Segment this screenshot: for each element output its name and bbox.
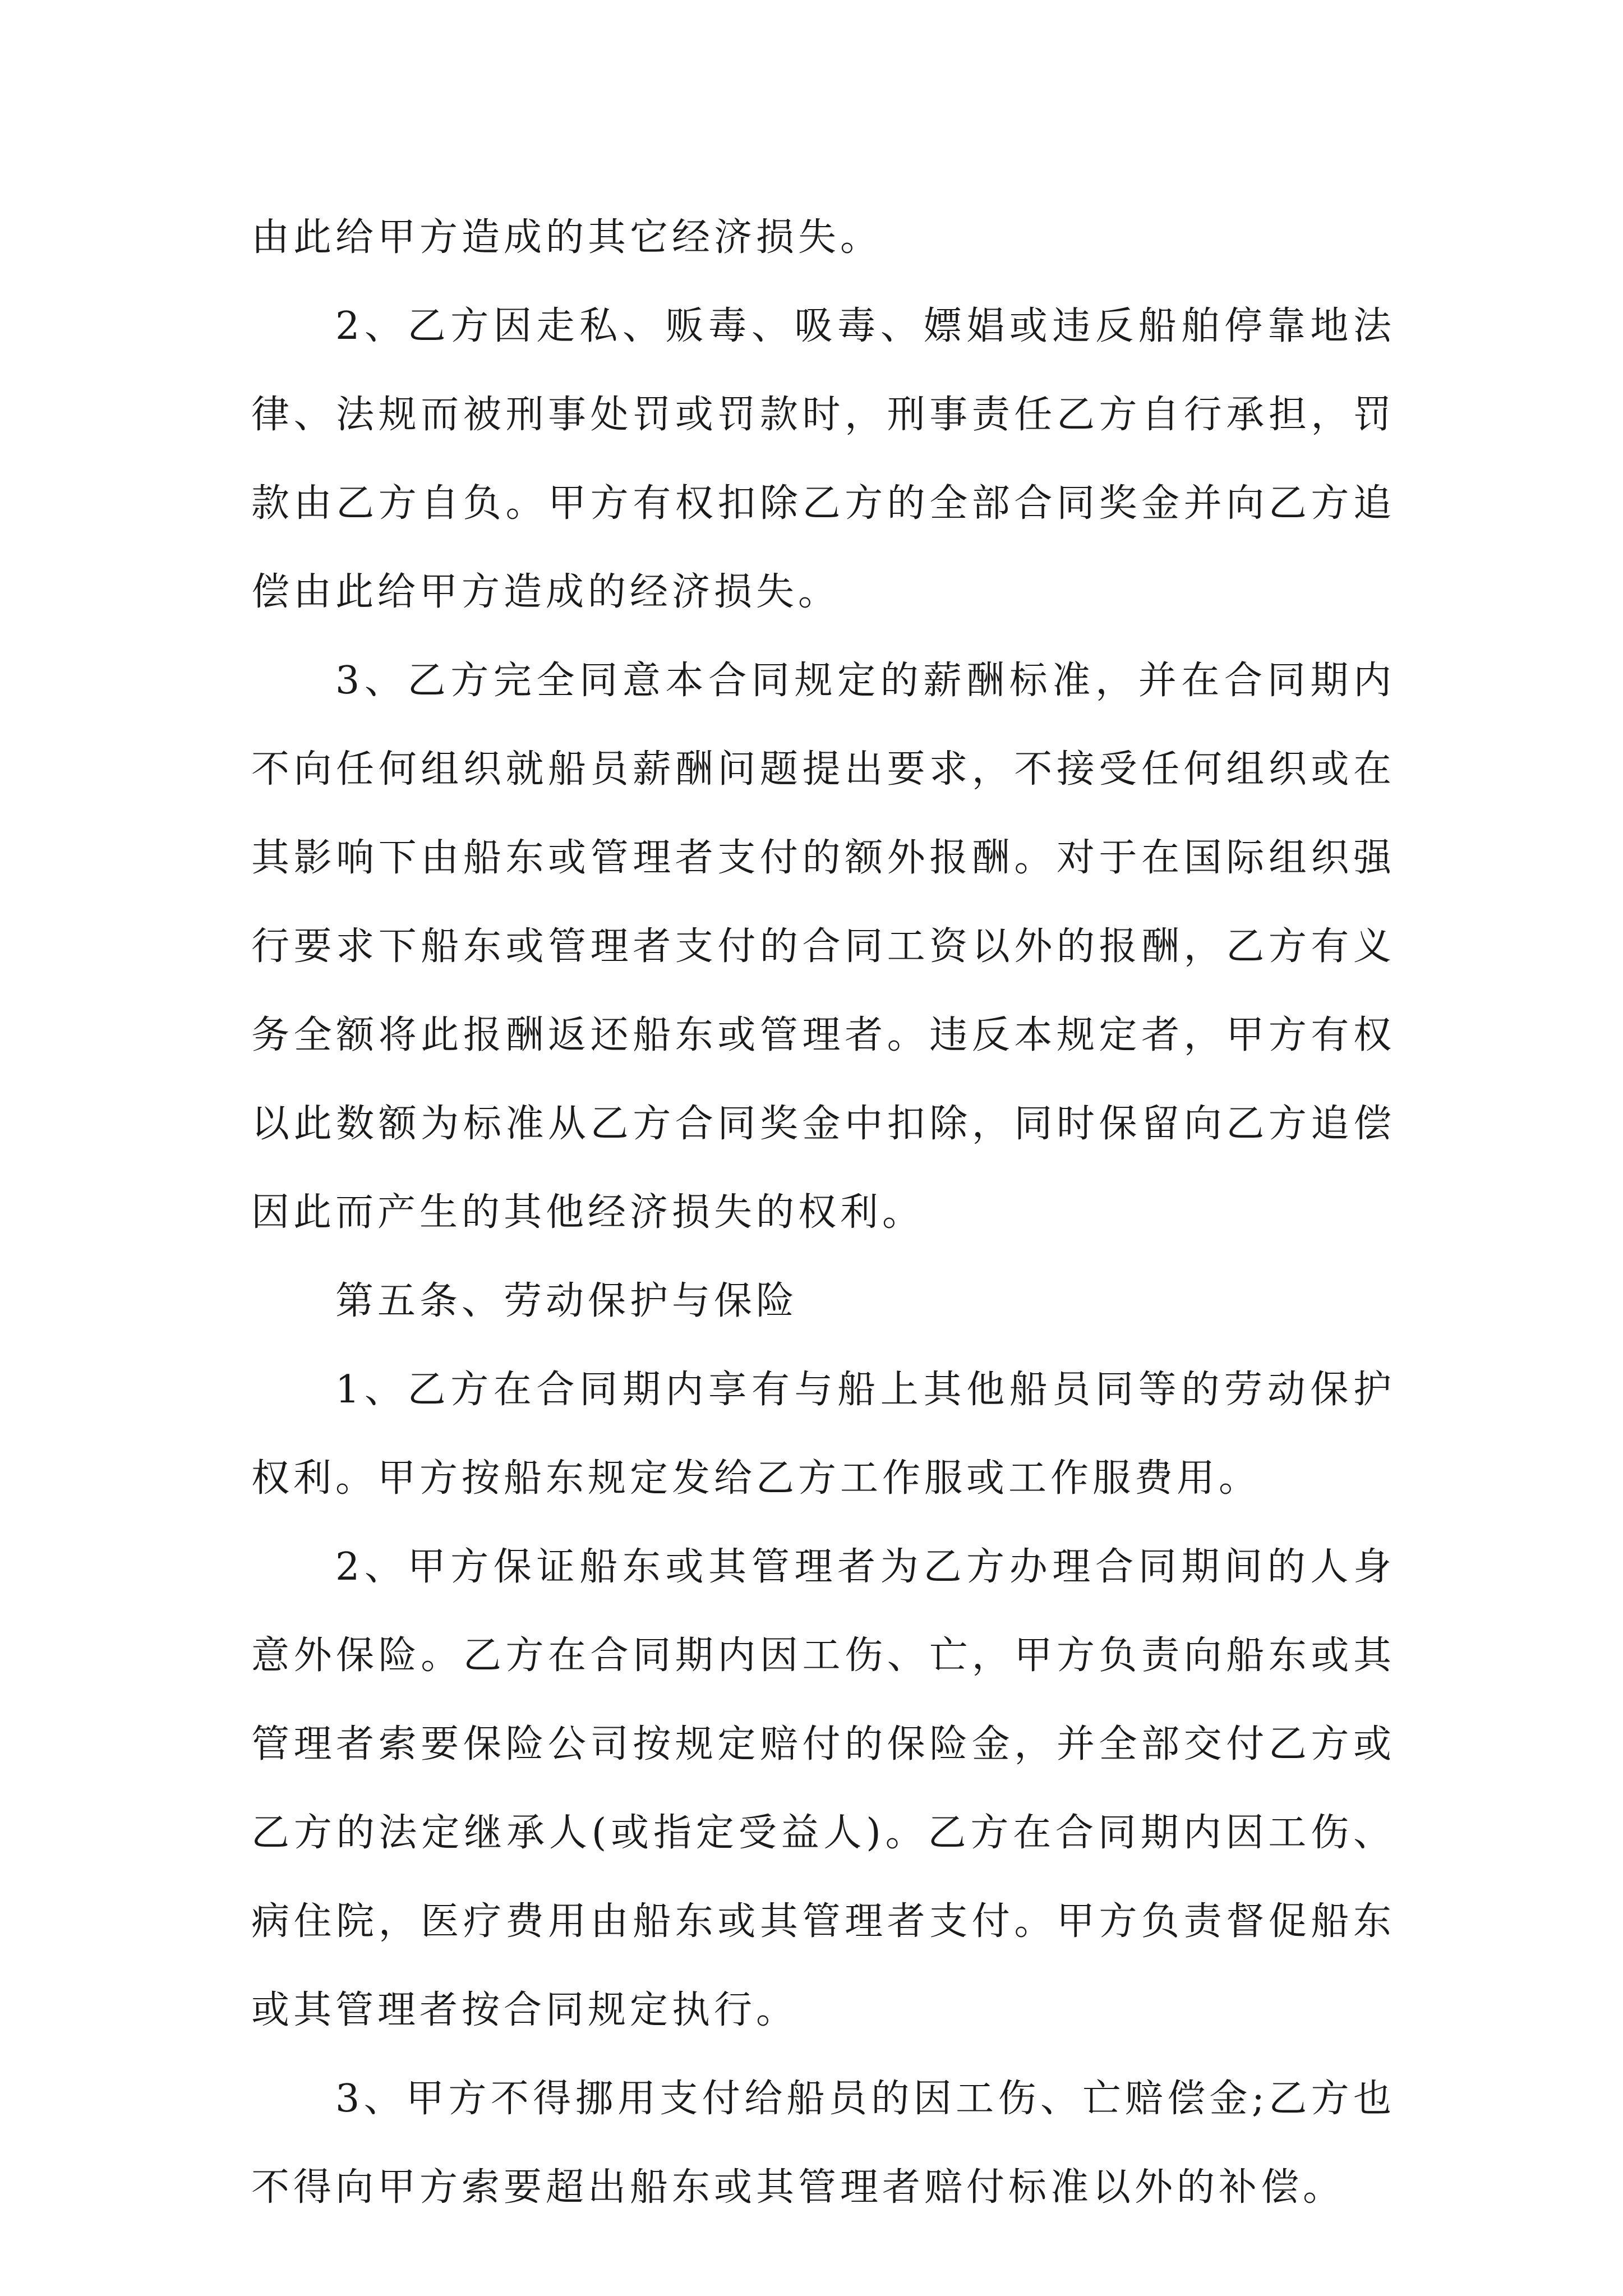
section-heading-article-5: 第五条、劳动保护与保险 <box>335 1279 799 1323</box>
paragraph-article-5-clause-2: 2、甲方保证船东或其管理者为乙方办理合同期间的人身意外保险。乙方在合同期内因工伤、亡，甲方负责向船东或其管理者索要保险公司按规定赔付的保险金，并全部交付乙方或乙方的法定继承人(或指定受益人)。乙方在合同期内因工伤、病住院，医疗费用由船东或其管理者支付。甲方负责督促船东或其管理者按合同规定执行。 <box>251 1545 1395 2032</box>
paragraph-article-5-clause-3: 3、甲方不得挪用支付给船员的因工伤、亡赔偿金;乙方也不得向甲方索要超出船东或其管理者赔付标准以外的补偿。 <box>251 2077 1395 2210</box>
paragraph-clause-2: 2、乙方因走私、贩毒、吸毒、嫖娼或违反船舶停靠地法律、法规而被刑事处罚或罚款时，刑事责任乙方自行承担，罚款由乙方自负。甲方有权扣除乙方的全部合同奖金并向乙方追偿由此给甲方造成的经济损失。 <box>251 304 1395 614</box>
paragraph-clause-3: 3、乙方完全同意本合同规定的薪酬标准，并在合同期内不向任何组织就船员薪酬问题提出要求，不接受任何组织或在其影响下由船东或管理者支付的额外报酬。对于在国际组织强行要求下船东或管理者支付的合同工资以外的报酬，乙方有义务全额将此报酬返还船东或管理者。违反本规定者，甲方有权以此数额为标准从乙方合同奖金中扣除，同时保留向乙方追偿因此而产生的其他经济损失的权利。 <box>251 659 1395 1235</box>
paragraph-continuation: 由此给甲方造成的其它经济损失。 <box>251 215 883 260</box>
paragraph-article-5-clause-1: 1、乙方在合同期内享有与船上其他船员同等的劳动保护权利。甲方按船东规定发给乙方工作服或工作服费用。 <box>251 1368 1395 1501</box>
document-body <box>251 194 1395 2232</box>
